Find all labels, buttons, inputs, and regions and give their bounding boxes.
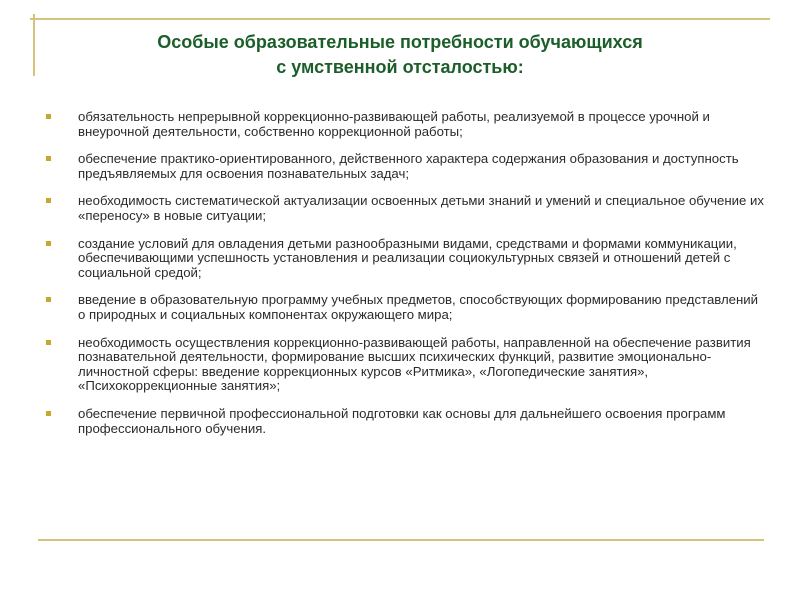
square-bullet-icon bbox=[46, 198, 51, 203]
bullet-item bbox=[46, 293, 766, 322]
square-bullet-icon bbox=[46, 241, 51, 246]
bullet-text: создание условий для овладения детьми разнообразными видами, средствами и формами коммуникации, обеспечивающими успешность установления и реализации социокультурных связей и отношений детей с социальной средой; bbox=[78, 235, 737, 280]
bullet-item bbox=[46, 152, 766, 181]
bullet-item bbox=[46, 237, 766, 281]
bullet-text: обязательность непрерывной коррекционно-развивающей работы, реализуемой в процессе урочной и внеурочной деятельности, собственно коррекционной работы; bbox=[78, 109, 710, 139]
square-bullet-icon bbox=[46, 411, 51, 416]
bullet-item bbox=[46, 110, 766, 139]
square-bullet-icon bbox=[46, 297, 51, 302]
bullet-text: необходимость осуществления коррекционно-развивающей работы, направленной на обеспечение развития познавательной деятельности, формирование высших психических функций, развитие эмоционально-личностной сферы: введение коррекционных курсов «Ритмика», «Логопедические занятия», «Психокоррекционные занятия»; bbox=[78, 334, 751, 394]
slide-title-line-2: с умственной отсталостью: bbox=[276, 57, 524, 77]
slide-title-line-1: Особые образовательные потребности обучающихся bbox=[157, 32, 643, 52]
bullet-text: обеспечение практико-ориентированного, действенного характера содержания образования и доступность предъявляемых для освоения познавательных задач; bbox=[78, 151, 739, 181]
bullet-text: необходимость систематической актуализации освоенных детьми знаний и умений и специальное обучение их «переносу» в новые ситуации; bbox=[78, 193, 764, 223]
frame-top-line bbox=[30, 18, 770, 20]
square-bullet-icon bbox=[46, 156, 51, 161]
bullet-item bbox=[46, 407, 766, 436]
square-bullet-icon bbox=[46, 114, 51, 119]
bullet-item bbox=[46, 194, 766, 223]
square-bullet-icon bbox=[46, 340, 51, 345]
bullet-list bbox=[46, 110, 766, 449]
frame-bottom-line bbox=[38, 539, 764, 541]
slide-title bbox=[0, 30, 800, 80]
bullet-text: обеспечение первичной профессиональной подготовки как основы для дальнейшего освоения программ профессионального обучения. bbox=[78, 405, 726, 436]
bullet-item bbox=[46, 336, 766, 394]
bullet-text: введение в образовательную программу учебных предметов, способствующих формированию представлений о природных и социальных компонентах окружающего мира; bbox=[78, 292, 759, 322]
